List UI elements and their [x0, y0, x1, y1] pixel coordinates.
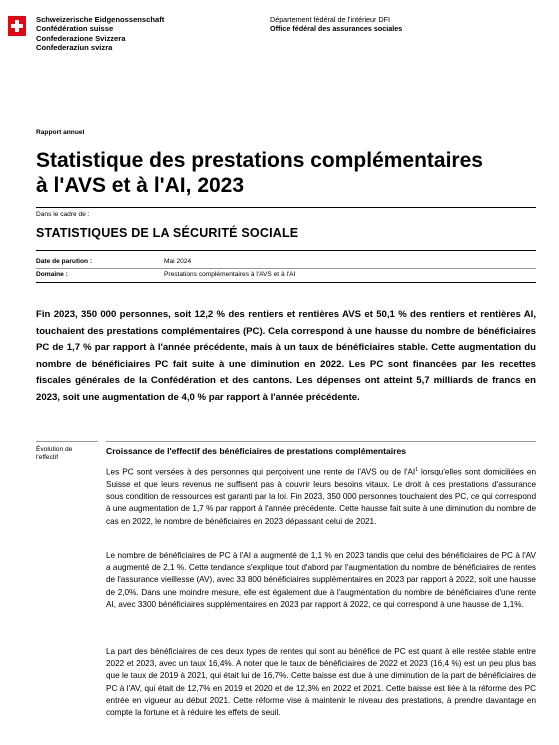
footnote-marker: 1 — [415, 467, 418, 473]
side-label-line: Évolution de — [36, 446, 73, 453]
paragraph-text: lorsqu'elles sont domiciliées en Suisse et que leurs revenus ne suffisent pas à couvrir leurs besoins vitaux. Le droit à ces prestations d'assurance sous condition de ressources est garanti par la loi. Fin 2023, 350 000 personnes touchaient des PC, ce qui correspond à une augmentation de 1,7 % par rapport à l'année précédente. Cette hausse fait suite à une diminution du nombre de cas en 2022, le nombre de bénéficiaires en 2023 dépassant celui de 2021. — [106, 467, 536, 526]
divider — [36, 250, 536, 251]
department-block — [270, 15, 402, 34]
report-type: Rapport annuel — [36, 129, 85, 136]
series-title: STATISTIQUES DE LA SÉCURITÉ SOCIALE — [36, 226, 299, 240]
title-line: Statistique des prestations complémentaires — [36, 149, 483, 172]
divider — [36, 207, 536, 208]
confederation-line: Confederazione Svizzera — [36, 33, 126, 43]
confederation-line: Confédération suisse — [36, 24, 114, 34]
department-name: Département fédéral de l'intérieur DFI — [270, 15, 391, 24]
section-side-label — [36, 446, 72, 462]
title-line: à l'AVS et à l'AI, 2023 — [36, 174, 245, 197]
paragraph-text: Les PC sont versées à des personnes qui perçoivent une rente de l'AVS ou de l'AI — [106, 467, 416, 477]
date-label: Date de parution : — [36, 258, 93, 265]
domain-label: Domaine : — [36, 271, 68, 278]
domain-value: Prestations complémentaires à l'AVS et à l'AI — [164, 271, 296, 278]
divider — [36, 268, 536, 269]
side-label-line: l'effectif — [36, 454, 59, 461]
office-name: Office fédéral des assurances sociales — [270, 24, 403, 34]
confederation-line: Confederaziun svizra — [36, 43, 113, 53]
intro-summary: Fin 2023, 350 000 personnes, soit 12,2 % des rentiers et rentières AVS et 50,1 % des rentiers et rentières AI, touchaient des prestations complémentaires (PC). Cela correspond à une hausse du nombre de bénéficiaires PC de 1,7 % par rapport à l'année précédente, mais à un taux de bénéficiaires stable. Cette augmentation du nombre de bénéficiaires PC fait suite à une diminution en 2022. Les PC sont financées par les recettes fiscales générales de la Confédération et des cantons. Les dépenses ont atteint 5,7 milliards de francs en 2023, soit une augmentation de 4,0 % par rapport à l'année précédente. — [36, 309, 536, 403]
section-title: Croissance de l'effectif des bénéficiaires de prestations complémentaires — [106, 446, 407, 456]
divider — [36, 441, 98, 442]
swiss-cross-icon — [8, 16, 26, 36]
framework-label: Dans le cadre de : — [36, 211, 90, 218]
date-value: Mai 2024 — [164, 258, 192, 265]
confederation-names — [36, 15, 164, 53]
page-title — [36, 148, 536, 198]
divider — [36, 282, 536, 283]
paragraph: Le nombre de bénéficiaires de PC à l'AI a augmenté de 1,1 % en 2023 tandis que celui des bénéficiaires de PC à l'AV a augmenté de 2,1 %. Cette tendance s'explique tout d'abord par l'augmentation du nombre de bénéficiaires de rentes de l'assurance vieillesse (AV), avec 33 800 bénéficiaires supplémentaires en 2023 par rapport à 2022, soit une hausse de 2,0%. Dans une moindre mesure, elle est également due à l'augmentation du nombre de bénéficiaires d'une rente AI, avec 3300 bénéficiaires supplémentaires en 2023 par rapport à 2022, ce qui correspond à une hausse de 1,1%. — [106, 551, 536, 609]
confederation-line: Schweizerische Eidgenossenschaft — [36, 15, 165, 24]
divider — [106, 441, 536, 442]
paragraph: La part des bénéficiaires de ces deux types de rentes qui sont au bénéfice de PC est quant à elle restée stable entre 2022 et 2023, avec un taux 16,4%. A noter que le taux de bénéficiaires de 2022 et 2023 (16,4 %) est un peu plus bas que le taux de 2019 à 2021, qui était lui de 16,7%. Cette baisse est due à une diminution de la part de bénéficiaires de PC à l'AV, qui était de 12,7% en 2019 et 2020 et de 12,3% en 2022 et 2021. Cette baisse est liée à la réforme des PC entrée en vigueur au début 2021. Cette réforme vise à maintenir le niveau des prestations, à prendre davantage en compte la fortune et à réduire les effets de seuil. — [106, 647, 536, 718]
paragraph — [106, 464, 536, 528]
